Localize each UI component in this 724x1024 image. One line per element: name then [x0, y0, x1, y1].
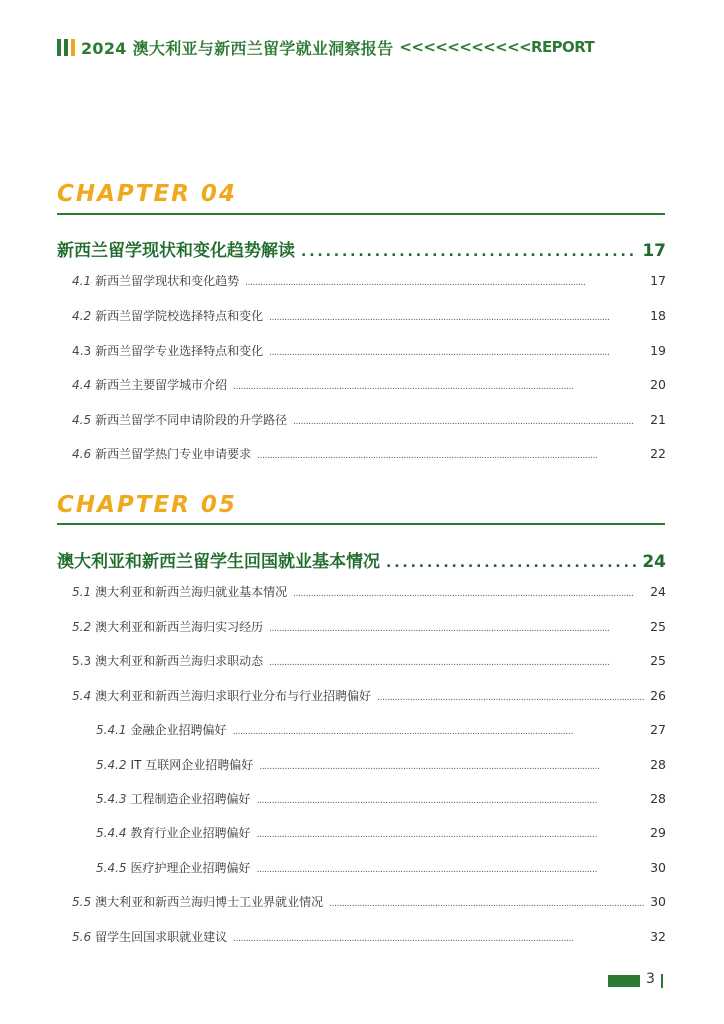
toc-entry-number: 5.4 — [72, 689, 92, 703]
toc-entry-number: 5.4.4 — [96, 826, 127, 840]
toc-entry-title: 新西兰留学现状和变化趋势 — [95, 274, 240, 288]
toc-page-number: 21 — [650, 412, 666, 427]
toc-page-number: 22 — [650, 446, 666, 461]
toc-entry-number: 5.1 — [72, 585, 92, 599]
toc-entry[interactable] — [72, 687, 666, 704]
toc-entry-title: 金融企业招聘偏好 — [130, 723, 227, 737]
toc-entry-number: 4.1 — [72, 274, 92, 288]
toc-subentry[interactable] — [96, 721, 666, 738]
toc-entry[interactable] — [72, 583, 666, 600]
toc-page-number: 18 — [650, 308, 666, 323]
chapter-label: CHAPTER 05 — [57, 492, 237, 518]
report-header — [57, 36, 667, 58]
toc-entry[interactable] — [72, 652, 666, 669]
toc-leader-dots — [257, 451, 644, 461]
toc-entry-number: 5.4.5 — [96, 861, 127, 875]
toc-entry-title: 新西兰留学不同申请阶段的升学路径 — [95, 413, 288, 427]
toc-entry-number: 5.6 — [72, 930, 92, 944]
toc-page-number: 17 — [650, 273, 666, 288]
toc-page-number: 28 — [650, 757, 666, 772]
toc-page-number: 26 — [650, 688, 666, 703]
toc-page-number: 25 — [650, 619, 666, 634]
toc-entry-title: 教育行业企业招聘偏好 — [130, 826, 251, 840]
toc-page-number: 19 — [650, 343, 666, 358]
toc-entry-number: 5.4.2 — [96, 758, 127, 772]
toc-entry-title: 澳大利亚和新西兰海归博士工业界就业情况 — [95, 895, 324, 909]
toc-leader-dots — [259, 762, 644, 772]
toc-entry-title: 医疗护理企业招聘偏好 — [130, 861, 251, 875]
footer-bar — [608, 975, 640, 987]
toc-entry-title: 澳大利亚和新西兰海归求职动态 — [95, 654, 264, 668]
footer-tick — [661, 974, 663, 988]
toc-entry[interactable] — [72, 618, 666, 635]
toc-leader-dots — [257, 796, 645, 806]
toc-page-number: 17 — [642, 241, 666, 261]
toc-entry[interactable] — [72, 307, 666, 324]
toc-entry[interactable] — [72, 272, 666, 289]
header-bars-icon — [57, 39, 75, 56]
toc-chapter-entry[interactable] — [57, 236, 666, 261]
toc-chapter-title: 澳大利亚和新西兰留学生回国就业基本情况 — [57, 552, 380, 572]
toc-entry-title: 工程制造企业招聘偏好 — [130, 792, 251, 806]
toc-subentry[interactable] — [96, 824, 666, 841]
toc-leader-dots — [386, 555, 636, 571]
toc-leader-dots — [293, 417, 644, 427]
chapter-divider — [57, 213, 665, 215]
toc-entry-number: 5.4.3 — [96, 792, 127, 806]
toc-entry-title: 新西兰留学热门专业申请要求 — [95, 447, 252, 461]
toc-entry[interactable] — [72, 342, 666, 359]
toc-subentry[interactable] — [96, 790, 666, 807]
toc-leader-dots — [329, 899, 644, 909]
toc-page-number: 25 — [650, 653, 666, 668]
toc-entry-number: 4.4 — [72, 378, 92, 392]
toc-entry-number: 4.5 — [72, 413, 92, 427]
toc-entry-number: 5.4.1 — [96, 723, 127, 737]
toc-page-number: 32 — [650, 929, 666, 944]
toc-entry-title: 澳大利亚和新西兰海归求职行业分布与行业招聘偏好 — [95, 689, 372, 703]
toc-page-number: 24 — [650, 584, 666, 599]
toc-page-number: 29 — [650, 825, 666, 840]
toc-leader-dots — [269, 624, 644, 634]
toc-entry[interactable] — [72, 928, 666, 945]
toc-entry-number: 4.6 — [72, 447, 92, 461]
toc-leader-dots — [257, 865, 645, 875]
toc-leader-dots — [269, 348, 644, 358]
toc-entry-title: 新西兰主要留学城市介绍 — [95, 378, 228, 392]
toc-entry-title: 留学生回国求职就业建议 — [95, 930, 228, 944]
toc-leader-dots — [293, 589, 644, 599]
toc-entry-number: 4.2 — [72, 309, 92, 323]
toc-entry-number: 5.3 — [72, 654, 92, 668]
toc-page-number: 27 — [650, 722, 666, 737]
toc-entry[interactable] — [72, 445, 666, 462]
toc-leader-dots — [233, 382, 644, 392]
toc-leader-dots — [269, 313, 644, 323]
report-tag: <<<<<<<<<<<REPORT — [399, 38, 595, 56]
page-number: 3 — [646, 971, 655, 987]
toc-entry-number: 5.2 — [72, 620, 92, 634]
toc-entry-title: 新西兰留学院校选择特点和变化 — [95, 309, 264, 323]
toc-entry[interactable] — [72, 376, 666, 393]
toc-entry[interactable] — [72, 893, 666, 910]
toc-entry-title: 澳大利亚和新西兰海归就业基本情况 — [95, 585, 288, 599]
toc-leader-dots — [245, 278, 644, 288]
chapter-divider — [57, 523, 665, 525]
toc-leader-dots — [233, 934, 644, 944]
chapter-label: CHAPTER 04 — [57, 181, 237, 207]
toc-entry-number: 5.5 — [72, 895, 92, 909]
toc-page-number: 30 — [650, 860, 666, 875]
toc-page-number: 28 — [650, 791, 666, 806]
toc-leader-dots — [301, 244, 636, 260]
toc-entry-title: IT 互联网企业招聘偏好 — [130, 758, 254, 772]
toc-leader-dots — [377, 693, 644, 703]
toc-entry-title: 澳大利亚和新西兰海归实习经历 — [95, 620, 264, 634]
toc-page-number: 24 — [642, 552, 666, 572]
toc-leader-dots — [257, 830, 645, 840]
toc-entry-number: 4.3 — [72, 344, 92, 358]
toc-chapter-title: 新西兰留学现状和变化趋势解读 — [57, 241, 295, 261]
toc-page-number: 20 — [650, 377, 666, 392]
toc-page-number: 30 — [650, 894, 666, 909]
toc-leader-dots — [269, 658, 644, 668]
toc-chapter-entry[interactable] — [57, 547, 666, 572]
toc-entry[interactable] — [72, 411, 666, 428]
toc-subentry[interactable] — [96, 859, 666, 876]
toc-subentry[interactable] — [96, 756, 666, 773]
report-title: 2024 澳大利亚与新西兰留学就业洞察报告 — [81, 38, 394, 58]
toc-entry-title: 新西兰留学专业选择特点和变化 — [95, 344, 264, 358]
toc-leader-dots — [233, 727, 645, 737]
